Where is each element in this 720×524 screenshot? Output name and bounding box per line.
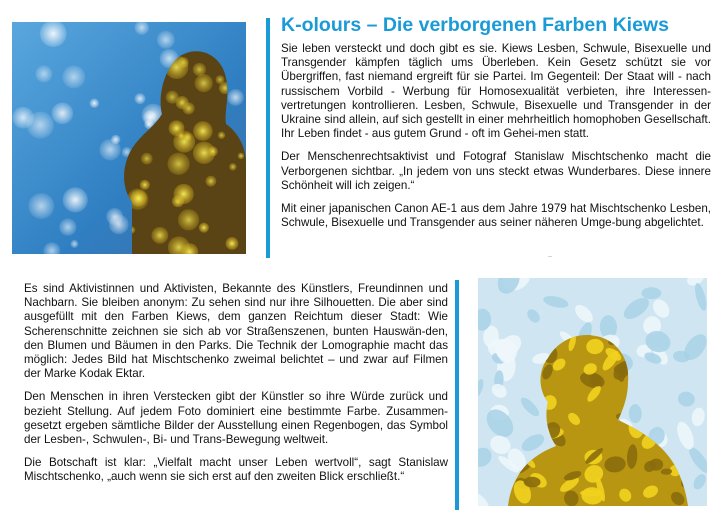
texture-dot: [182, 102, 194, 114]
texture-dot: [167, 153, 189, 175]
texture-petal: [641, 287, 661, 299]
silhouette-photo-blue: [12, 22, 246, 254]
accent-bar-bottom: [455, 280, 459, 510]
bottom-text-column: [24, 282, 448, 494]
texture-dot: [227, 89, 244, 106]
texture-dot: [90, 98, 100, 108]
texture-dot: [218, 131, 226, 139]
texture-dot: [178, 209, 199, 230]
silhouette-photo-yellow: [478, 278, 707, 506]
paragraph: Mit einer japanischen Canon AE-1 aus dem Jahre 1979 hat Mischtschenko Lesben, Schwule, Bisexuelle und Transgender aus seiner näheren Umge-bung abgelichtet.: [281, 202, 711, 230]
texture-dot: [63, 187, 88, 212]
texture-dot: [59, 218, 76, 235]
texture-dot: [141, 153, 153, 165]
texture-dot: [199, 223, 209, 233]
texture-dot: [166, 91, 179, 104]
texture-dot: [157, 31, 175, 49]
texture-dot: [134, 93, 145, 104]
paragraph: Der Menschenrechtsaktivist und Fotograf Stanislaw Mischtschenko macht die Verborgenen sichtbar. „In jedem von uns steckt etwas Wunderbares. Diese innere Schönheit will ich zeigen.“: [281, 150, 711, 192]
paragraph: Es sind Aktivistinnen und Aktivisten, Bekannte des Künstlers, Freundinnen und Nachbarn. Sie bleiben anonym: Zu sehen sind nur ihre Silhouetten. Die aber sind ausgefüllt mit den Farben Kiews, dem ganzen Reichtum dieser Stadt: Wie Scherenschnitte zeichnen sie sich ab vor Straßenszenen, bunten Hauswän-den, den Blumen und Bäumen in den Parks. Die Technik der Lomographie macht das möglich: Jedes Bild hat Mischtschenko zweimal belichtet – und zwar auf Filmen der Marke Kodak Ektar.: [24, 282, 448, 381]
texture-dot: [151, 227, 168, 244]
texture-dot: [51, 102, 73, 124]
texture-dot: [238, 153, 245, 160]
silhouette-photo-yellow-image: [478, 278, 707, 506]
texture-dot: [99, 139, 120, 160]
texture-dot: [140, 180, 150, 190]
texture-dot: [70, 240, 78, 248]
accent-bar-top: [266, 18, 270, 258]
texture-dot: [28, 193, 54, 219]
paragraph: Sie leben versteckt und doch gibt es sie. Kiews Lesben, Schwule, Bisexuelle und Transgender kämpfen täglich ums Überleben. Kein Gesetz schützt sie vor Übergriffen, fast niemand ergreift für sie Partei. Im Gegenteil: Der Staat will - nach russischem Vorbild - Werbung für Homosexualität verbieten, ihre Interessen-vertretungen kontrollieren. Lesben, Schwule, Bisexuelle und Transgender in der Ukraine sind allein, auf sich gestellt in einer mehrheitlich homophoben Gesellschaft. Ihr Leben findet - aus gutem Grund - oft im Gehei-men statt.: [281, 42, 711, 141]
texture-dot: [173, 131, 195, 153]
silhouette-photo-blue-image: [12, 22, 246, 254]
texture-dot: [35, 65, 52, 82]
texture-dot: [62, 65, 85, 88]
texture-dot: [193, 121, 213, 141]
texture-dot: [130, 190, 147, 207]
top-text-column: [281, 42, 711, 239]
texture-dot: [229, 163, 237, 171]
texture-dot: [174, 184, 194, 204]
texture-dot: [109, 215, 129, 235]
texture-dot: [195, 74, 213, 92]
texture-dot: [226, 237, 239, 250]
article-title: K-olours – Die verborgenen Farben Kiews: [281, 14, 669, 36]
texture-dot: [12, 107, 34, 129]
paragraph: Die Botschaft ist klar: „Vielfalt macht unser Leben wertvoll“, sagt Stanislaw Mischtschenko, „auch wenn sie sich erst auf den zweiten Blick erschließt.“: [24, 456, 448, 484]
texture-dot: [205, 176, 216, 187]
texture-dot: [208, 146, 218, 156]
stray-mark: ..: [548, 252, 552, 259]
paragraph: Den Menschen in ihren Verstecken gibt der Künstler so ihre Würde zurück und bezieht Stellung. Auf jedem Foto dominiert eine bestimmte Farbe. Zusammen-gesetzt ergeben sämtliche Bilder der Ausstellung einen Regenbogen, das Symbol der Lesben-, Schwulen-, Bi- und Trans-Bewegung weltweit.: [24, 390, 448, 447]
